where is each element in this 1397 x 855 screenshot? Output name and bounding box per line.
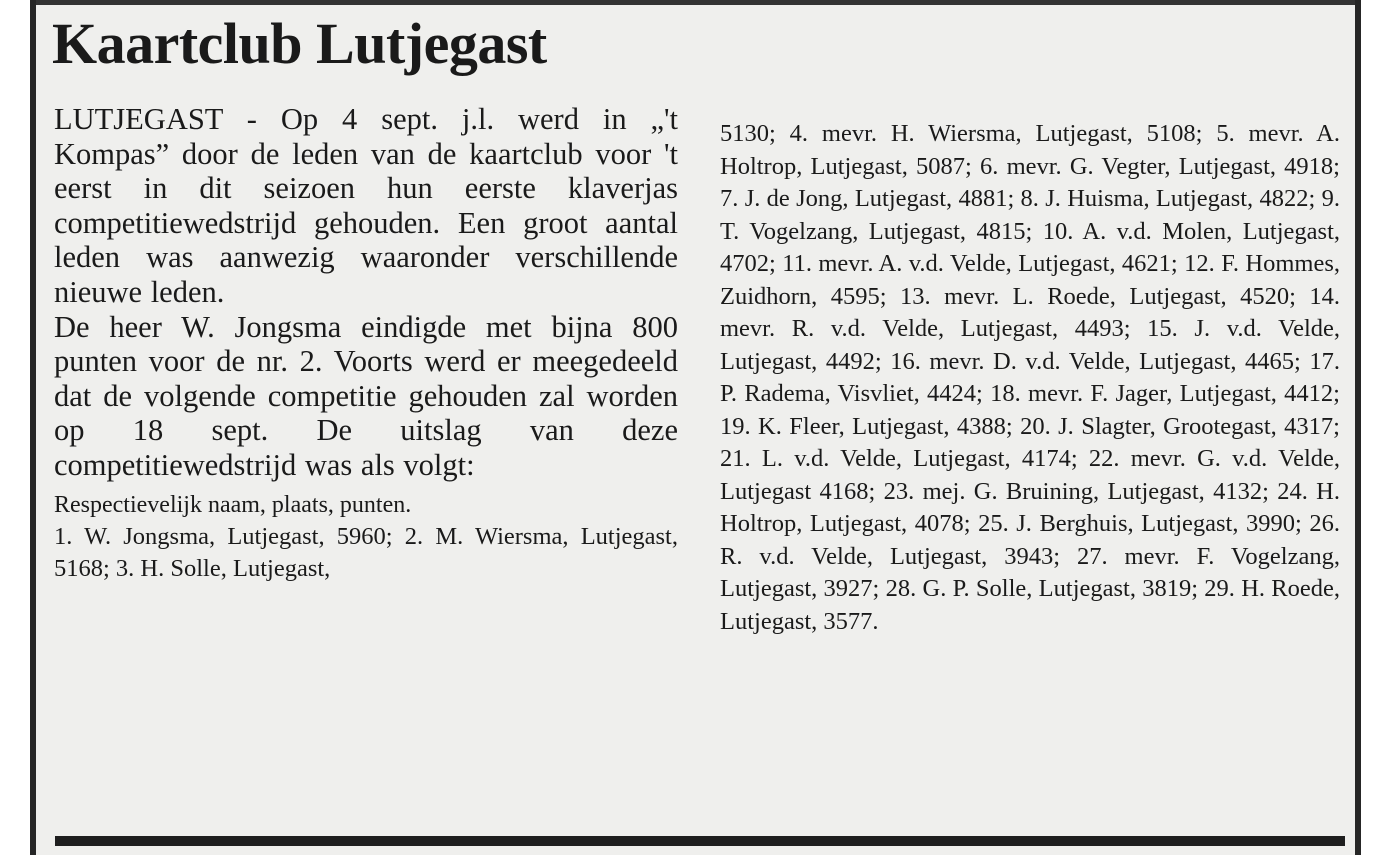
clipping-right-border xyxy=(1355,0,1361,855)
bottom-rule xyxy=(55,836,1345,846)
article-headline: Kaartclub Lutjegast xyxy=(52,11,547,76)
clipping-left-border xyxy=(30,0,36,855)
left-column xyxy=(54,102,678,585)
right-column xyxy=(720,118,1340,638)
body-paragraph: De heer W. Jongsma eindigde met bijna 800 punten voor de nr. 2. Voorts werd er meegedeeld dat de volgende competitie gehouden zal worden op 18 sept. De uitslag van deze competitiewedstrijd was als volgt: xyxy=(54,309,678,482)
results-list-continued: 5130; 4. mevr. H. Wiersma, Lutjegast, 5108; 5. mevr. A. Holtrop, Lutjegast, 5087; 6. mevr. G. Vegter, Lutjegast, 4918; 7. J. de Jong, Lutjegast, 4881; 8. J. Huisma, Lutjegast, 4822; 9. T. Vogelzang, Lutjegast, 4815; 10. A. v.d. Molen, Lutjegast, 4702; 11. mevr. A. v.d. Velde, Lutjegast, 4621; 12. F. Hommes, Zuidhorn, 4595; 13. mevr. L. Roede, Lutjegast, 4520; 14. mevr. R. v.d. Velde, Lutjegast, 4493; 15. J. v.d. Velde, Lutjegast, 4492; 16. mevr. D. v.d. Velde, Lutjegast, 4465; 17. P. Radema, Visvliet, 4424; 18. mevr. F. Jager, Lutjegast, 4412; 19. K. Fleer, Lutjegast, 4388; 20. J. Slagter, Grootegast, 4317; 21. L. v.d. Velde, Lutjegast, 4174; 22. mevr. G. v.d. Velde, Lutjegast 4168; 23. mej. G. Bruining, Lutjegast, 4132; 24. H. Holtrop, Lutjegast, 4078; 25. J. Berghuis, Lutjegast, 3990; 26. R. v.d. Velde, Lutjegast, 3943; 27. mevr. F. Vogelzang, Lutjegast, 3927; 28. G. P. Solle, Lutjegast, 3819; 29. H. Roede, Lutjegast, 3577. xyxy=(720,120,1340,635)
intro-paragraph: LUTJEGAST - Op 4 sept. j.l. werd in „'t Kompas” door de leden van de kaartclub voor 't eerst in dit seizoen hun eerste klaverjas competitiewedstrijd gehouden. Een groot aantal leden was aanwezig waaronder verschillende nieuwe leden. xyxy=(54,102,678,309)
results-caption: Respectievelijk naam, plaats, punten. xyxy=(54,491,412,518)
top-rule xyxy=(36,0,1355,5)
results-list-start: 1. W. Jongsma, Lutjegast, 5960; 2. M. Wiersma, Lutjegast, 5168; 3. H. Solle, Lutjegast, xyxy=(54,522,678,582)
